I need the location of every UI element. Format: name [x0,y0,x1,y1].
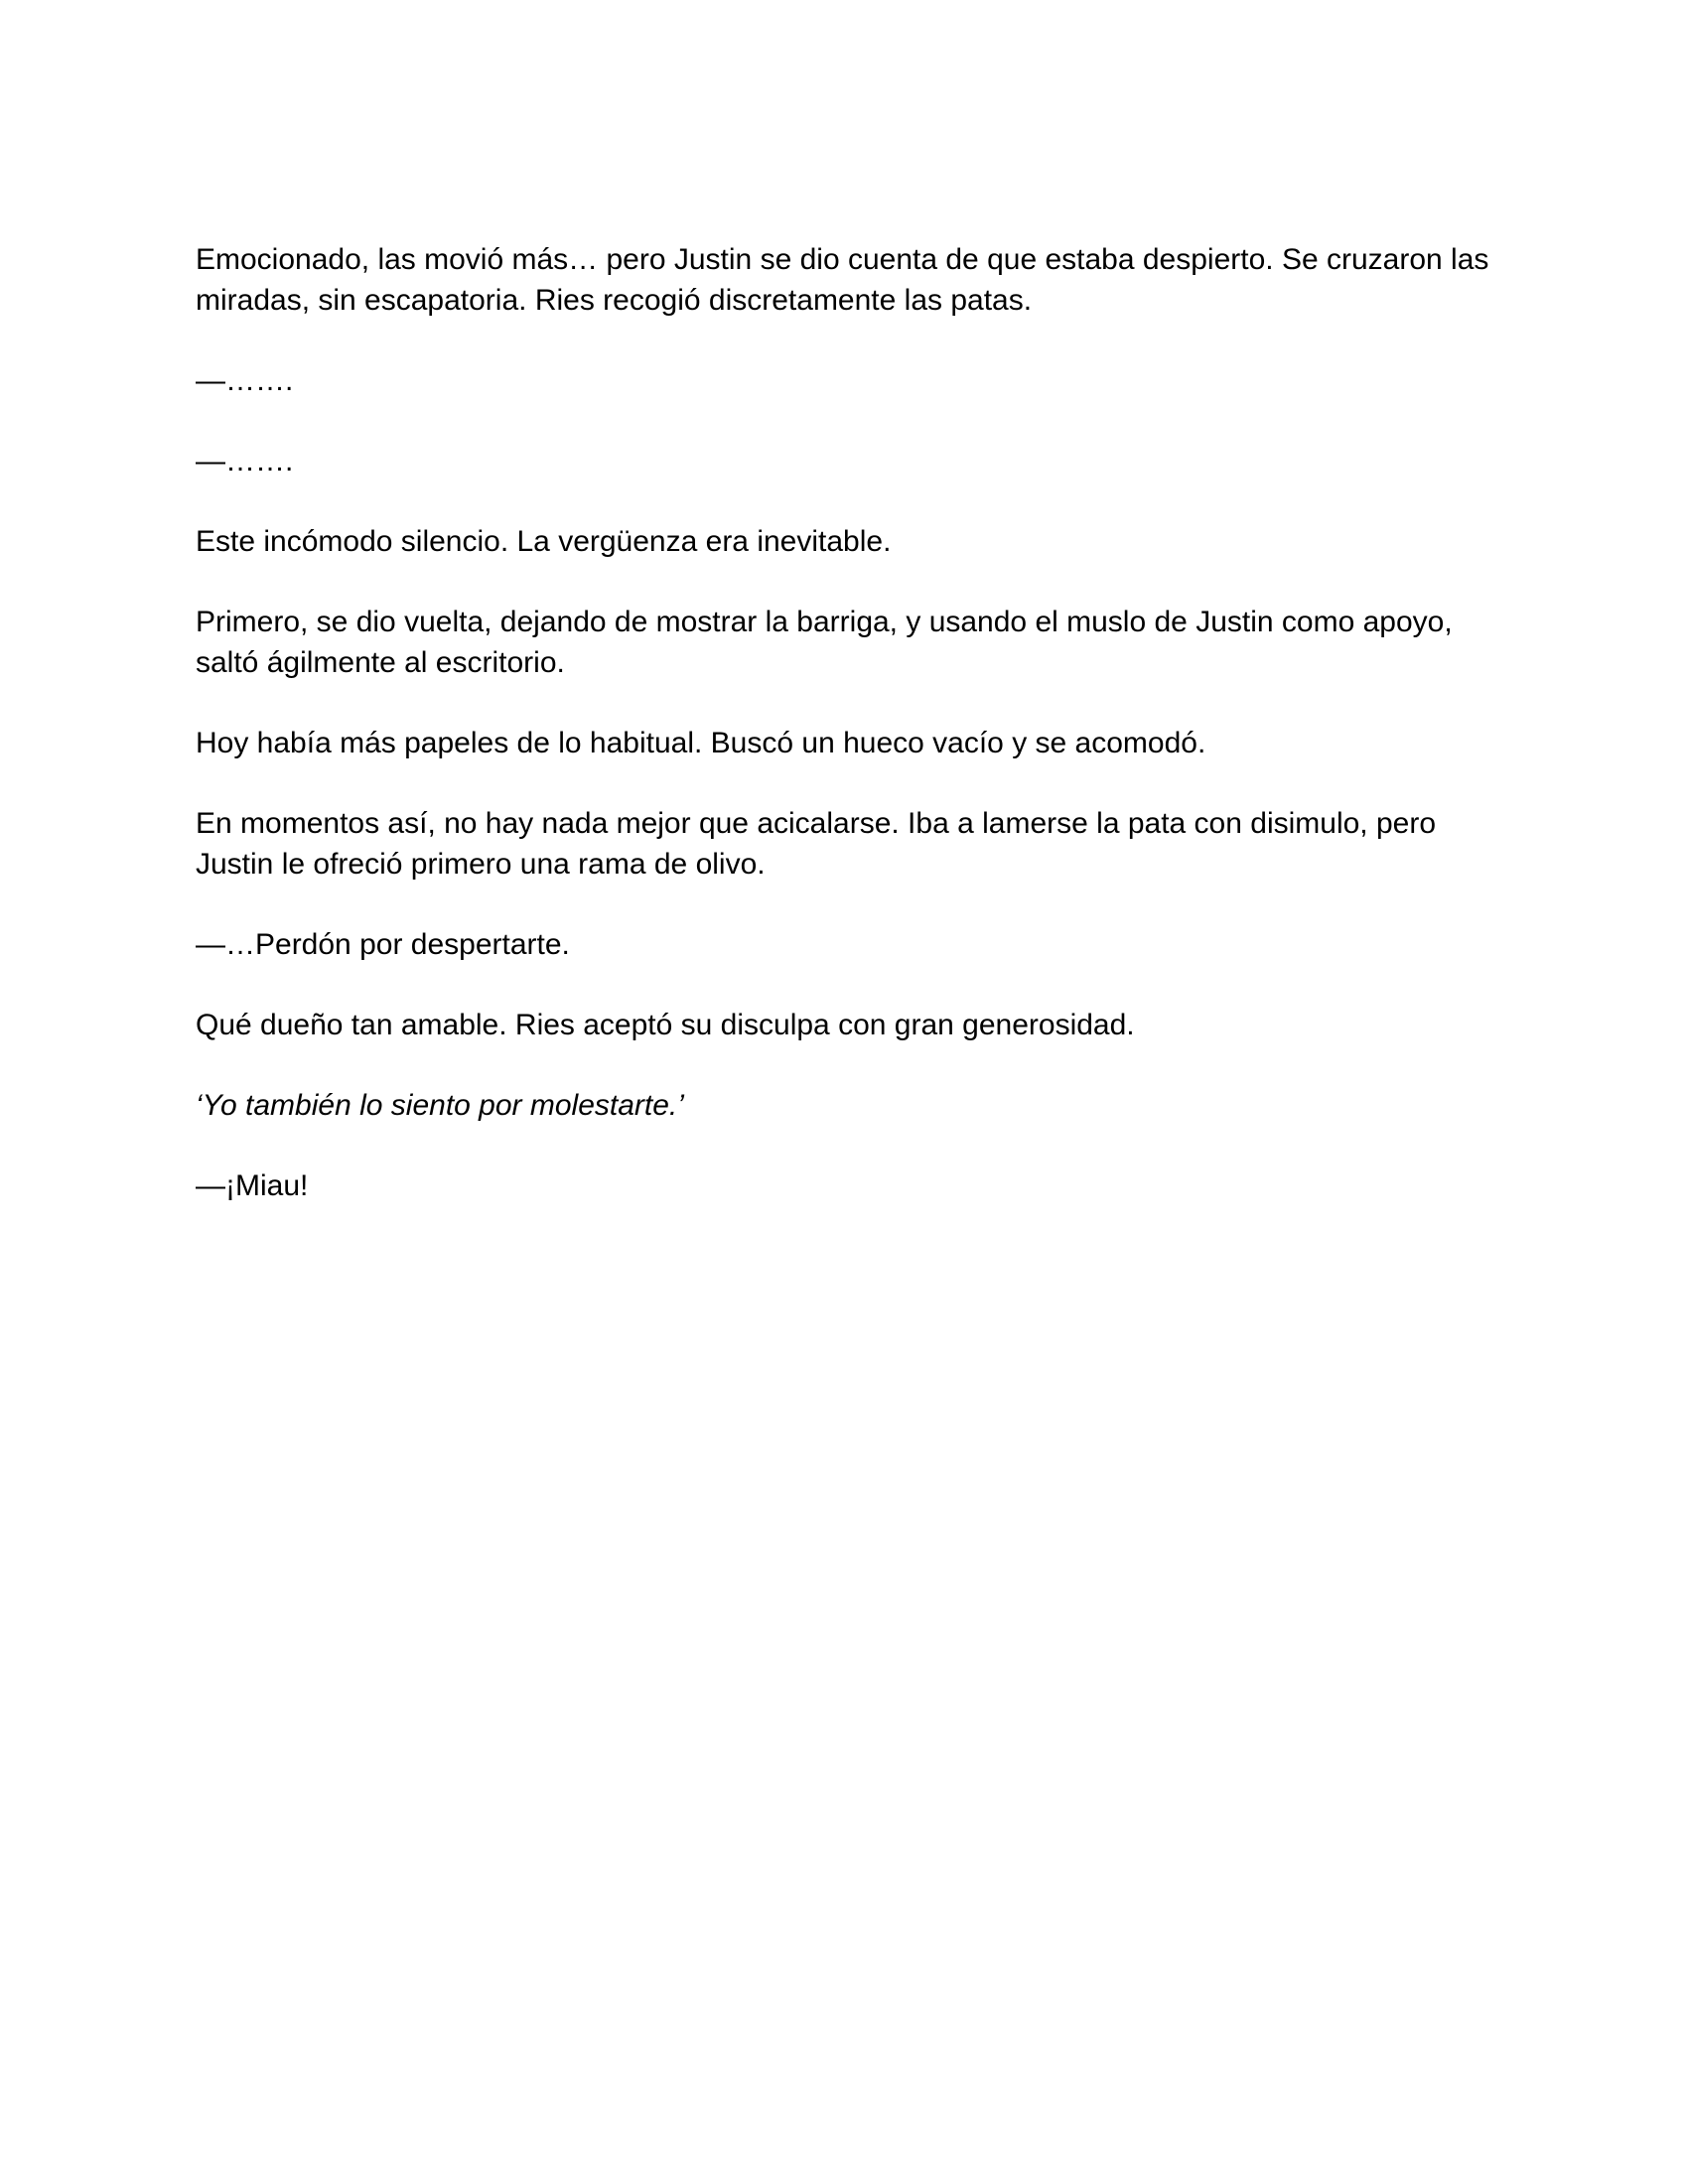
paragraph-narration: Qué dueño tan amable. Ries aceptó su disculpa con gran generosidad. [196,1009,1135,1041]
paragraph-dialogue-silence: —……. [196,445,294,478]
paragraph-narration: Primero, se dio vuelta, dejando de mostrar la barriga, y usando el muslo de Justin como apoyo, saltó ágilmente al escritorio. [196,606,1453,679]
paragraph-inner-thought: ‘Yo también lo siento por molestarte.’ [196,1089,684,1122]
paragraph-dialogue: —…Perdón por despertarte. [196,928,570,961]
paragraph-dialogue-meow: —¡Miau! [196,1169,309,1202]
paragraph-narration: En momentos así, no hay nada mejor que acicalarse. Iba a lamerse la pata con disimulo, pero Justin le ofreció primero una rama de olivo. [196,807,1437,881]
paragraph-narration: Emocionado, las movió más… pero Justin se dio cuenta de que estaba despierto. Se cruzaron las miradas, sin escapatoria. Ries recogió discretamente las patas. [196,243,1489,317]
paragraph-narration: Hoy había más papeles de lo habitual. Buscó un hueco vacío y se acomodó. [196,727,1206,759]
paragraph-narration: Este incómodo silencio. La vergüenza era inevitable. [196,525,892,558]
paragraph-dialogue-silence: —……. [196,364,294,397]
